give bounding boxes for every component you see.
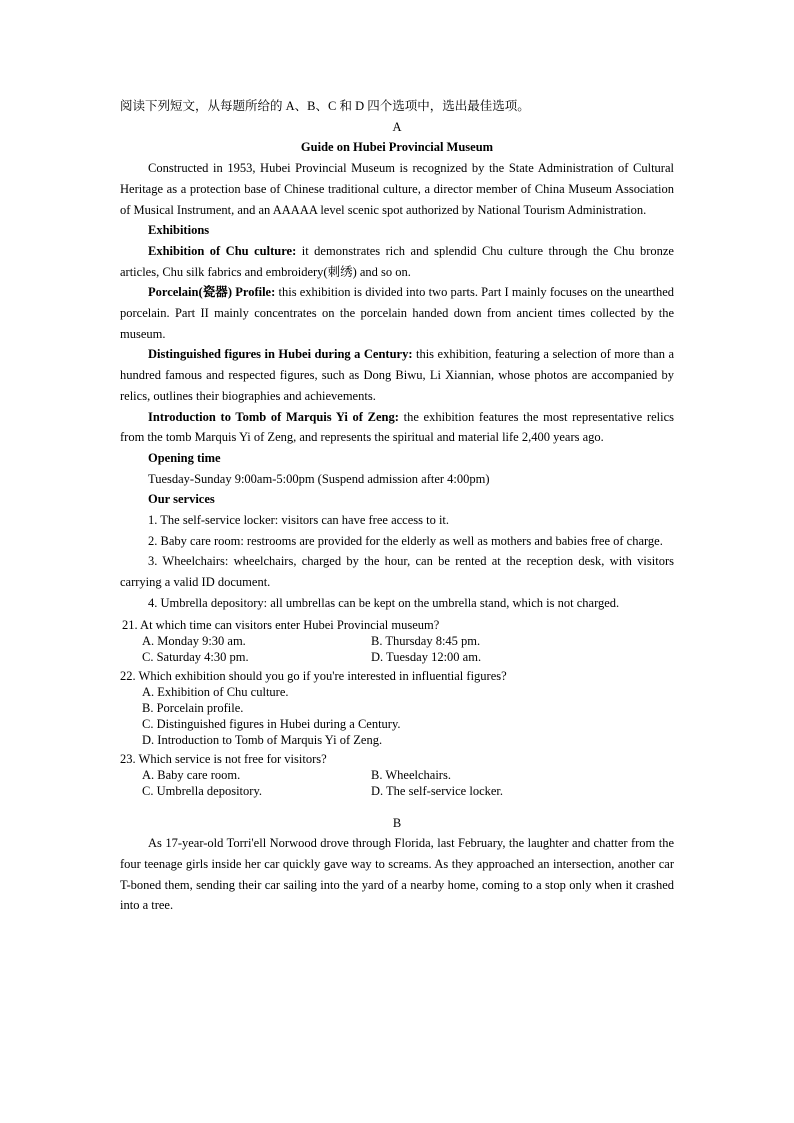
document-page [120, 96, 674, 916]
exhibition-text: it demonstrates rich and splendid Chu culture through the Chu bronze articles, Chu silk fabrics and embroidery(刺绣) and so on. [120, 243, 674, 279]
section-a-title: Guide on Hubei Provincial Museum [300, 140, 494, 155]
section-b-paragraph: As 17-year-old Torri'ell Norwood drove through Florida, last February, the laughter and chatter from the four teenage girls inside her car quickly gave way to screams. As they approached an intersection, another car T-boned them, sending their car sailing into the yard of a nearby home, coming to a stop only when it crashed into a tree. [120, 836, 674, 913]
section-a-intro: Constructed in 1953, Hubei Provincial Museum is recognized by the State Administration of Cultural Heritage as a protection base of Chinese traditional culture, a director member of China Museum Association of Musical Instrument, and an AAAAA level scenic spot authorized by National Tourism Administration. [120, 161, 674, 217]
exhibition-porcelain [120, 282, 674, 344]
section-gap [120, 799, 674, 813]
option-row [120, 649, 674, 665]
opening-heading: Opening time [148, 450, 221, 465]
option-b[interactable]: B. Porcelain profile. [142, 700, 244, 715]
instruction: 阅读下列短文，从每题所给的 A、B、C 和 D 四个选项中，选出最佳选项。 [120, 99, 530, 113]
question-22 [120, 668, 674, 748]
exhibitions-heading: Exhibitions [148, 223, 210, 238]
exhibition-tomb [120, 407, 674, 448]
option-c[interactable]: C. Umbrella depository. [142, 783, 263, 798]
opening-text: Tuesday-Sunday 9:00am-5:00pm (Suspend admission after 4:00pm) [148, 471, 490, 486]
option-a[interactable]: A. Monday 9:30 am. [142, 633, 246, 648]
section-a-letter: A [392, 119, 402, 134]
option-d[interactable]: D. The self-service locker. [371, 783, 504, 798]
question-23 [120, 751, 674, 799]
question-stem: 23. Which service is not free for visitors? [120, 751, 327, 766]
exhibition-name: Distinguished figures in Hubei during a Century: [148, 347, 413, 362]
option-a[interactable]: A. Baby care room. [142, 767, 241, 782]
option-d[interactable]: D. Tuesday 12:00 am. [371, 649, 482, 664]
service-item: 4. Umbrella depository: all umbrellas can be kept on the umbrella stand, which is not charged. [148, 595, 620, 610]
option-c[interactable]: C. Distinguished figures in Hubei during a Century. [142, 716, 401, 731]
exhibition-name: Porcelain(瓷器) Profile: [148, 285, 276, 300]
question-stem: 22. Which exhibition should you go if you're interested in influential figures? [120, 668, 507, 683]
exhibition-text: the exhibition features the most representative relics from the tomb Marquis Yi of Zeng, and represents the spiritual and material life 2,400 years ago. [120, 409, 674, 445]
option-a[interactable]: A. Exhibition of Chu culture. [142, 684, 289, 699]
option-row [120, 783, 674, 799]
option-row [120, 633, 674, 649]
option-row [120, 767, 674, 783]
option-b[interactable]: B. Thursday 8:45 pm. [371, 633, 481, 648]
exhibition-text: this exhibition is divided into two parts. Part I mainly focuses on the unearthed porcelain. Part II mainly concentrates on the porcelain handed down from ancient times collected by the museum. [120, 285, 674, 341]
service-item: 1. The self-service locker: visitors can have free access to it. [148, 513, 450, 528]
exhibition-text: this exhibition, featuring a selection of more than a hundred famous and respected figures, such as Dong Biwu, Li Xiannian, whose photos are accompanied by relics, outlines their biographies and achievements. [120, 347, 674, 403]
question-stem: 21. At which time can visitors enter Hubei Provincial museum? [122, 617, 440, 632]
service-item: 3. Wheelchairs: wheelchairs, charged by the hour, can be rented at the reception desk, with visitors carrying a valid ID document. [120, 554, 674, 590]
exhibition-name: Exhibition of Chu culture: [148, 243, 297, 258]
exhibition-name: Introduction to Tomb of Marquis Yi of Zeng: [148, 409, 399, 424]
question-21 [120, 617, 674, 665]
service-item: 2. Baby care room: restrooms are provided for the elderly as well as mothers and babies free of charge. [148, 533, 663, 548]
option-c[interactable]: C. Saturday 4:30 pm. [142, 649, 249, 664]
option-d[interactable]: D. Introduction to Tomb of Marquis Yi of Zeng. [142, 732, 383, 747]
exhibition-figures [120, 344, 674, 406]
services-heading: Our services [148, 492, 215, 507]
exhibition-chu [120, 241, 674, 282]
option-b[interactable]: B. Wheelchairs. [371, 767, 451, 782]
section-b-letter: B [392, 815, 402, 830]
